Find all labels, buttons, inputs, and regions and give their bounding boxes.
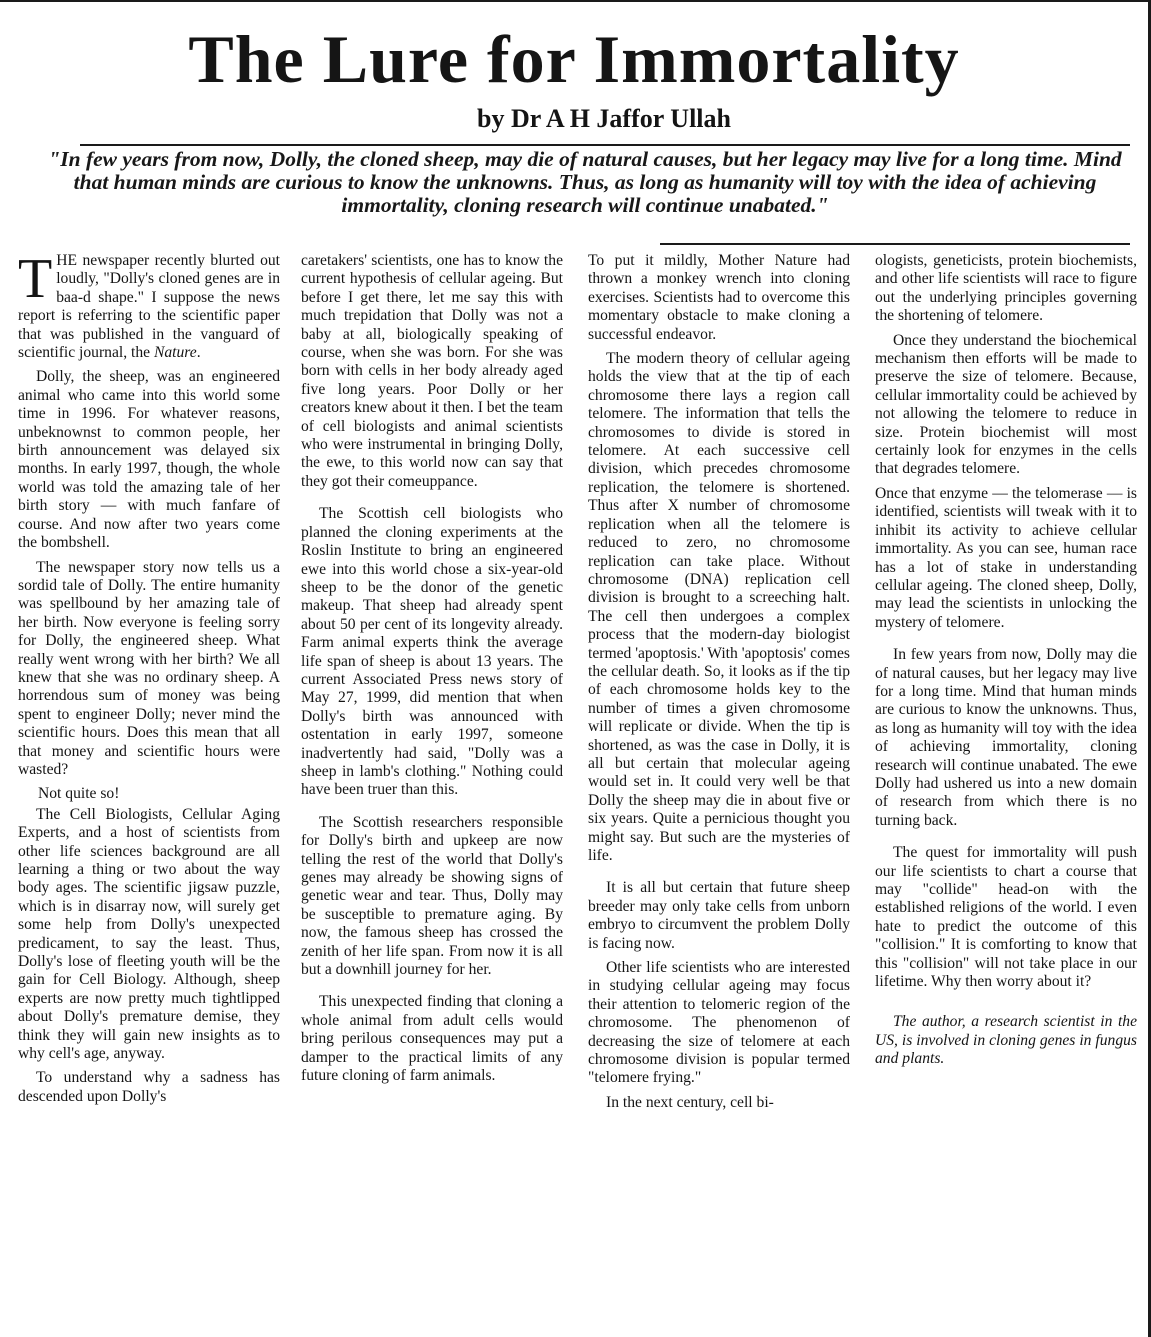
article-title: The Lure for Immortality — [188, 21, 960, 97]
standfirst-bottom-rule — [660, 243, 1130, 245]
paragraph: caretakers' scientists, one has to know the current hypothesis of cellular ageing. But before I get there, let me say this with much trepidation that Dolly was not a baby at all, biologically speaking of course, when she was born. For she was born with cells in her body already aged five long years. Poor Dolly or her creators knew about it then. I bet the team of cell biologists and animal scientists who were instrumental in bringing Dolly, the ewe, to this world now can say that they got their comeuppance. — [301, 252, 563, 490]
paragraph — [18, 248, 280, 362]
paragraph: The Scottish researchers responsible for Dolly's birth and upkeep are now telling the rest of the world that Dolly's genes may already be showing signs of genetic wear and tear. Thus, Dolly may be susceptible to premature aging. By now, the famous sheep has crossed the zenith of her life span. From now it is all but a downhill journey for her. — [301, 813, 563, 979]
article-standfirst: "In few years from now, Dolly, the cloned sheep, may die of natural causes, but her legacy may live for a long time. Mind that human minds are curious to know the unknowns. Thus, as long as humanity will toy with the idea of achieving immortality, cloning research will continue unabated." — [48, 147, 1122, 217]
column-1 — [18, 248, 280, 1112]
author-credit: The author, a research scientist in the US, is involved in cloning genes in fungus and plants. — [875, 1013, 1137, 1068]
paragraph: The quest for immortality will push our life scientists to chart a course that may "collide" head-on with the established religions of the world. I even hate to predict the outcome of this "collision." It is comforting to know that this "collision" will not take place in our lifetime. Why then worry about it? — [875, 844, 1137, 991]
standfirst-top-rule — [80, 144, 1130, 146]
drop-cap: T — [18, 248, 53, 310]
column-4 — [875, 252, 1137, 1075]
paragraph: In few years from now, Dolly may die of natural causes, but her legacy may live for a long time. Mind that human minds are curious to know the unknowns. Thus, as long as humanity will toy with the idea of achieving immortality, cloning research will continue unabated. The ewe Dolly had ushered us into a new domain of research from which there is no turning back. — [875, 646, 1137, 829]
column-3 — [588, 252, 850, 1118]
paragraph: ologists, geneticists, protein biochemists, and other life scientists will race to figure out the underlying principles governing the shortening of telomere. — [875, 252, 1137, 325]
paragraph: It is all but certain that future sheep breeder may only take cells from unborn embryo to circumvent the problem Dolly is facing now. — [588, 879, 850, 952]
paragraph: The modern theory of cellular ageing holds the view that at the tip of each chromosome there lays a region call telomere. The information that tells the chromosomes to divide is stored in telomere. At each successive cell division, which precedes chromosome replication, the telomere is shortened. Thus after X number of chromosome replication when all the telomere is reduced to zero, no chromosome replication can take place. Without chromosome (DNA) replication cell division is brought to a screeching halt. The cell then undergoes a complex process that the modern-day biologist termed 'apoptosis.' With 'apoptosis' comes the cellular death. So, it looks as if the tip of each chromosome holds key to the number of times a given chromosome will replicate or divide. When the tip is shortened, as was the case in Dolly, it is all but certain that molecular ageing would set in. It could very well be that Dolly the sheep may die in about five or six years. Quite a pernicious thought you might say. But such are the mysteries of life. — [588, 350, 850, 864]
paragraph: Dolly, the sheep, was an engineered animal who came into this world some time in 1996. For whatever reasons, unbeknownst to common people, her birth announcement was delayed six months. In early 1997, though, the whole world was told the amazing tale of her birth story — with much fanfare of course. And now after two years come the bombshell. — [18, 368, 280, 552]
paragraph: The Scottish cell biologists who planned the cloning experiments at the Roslin Institute to bring an engineered ewe into this world chose a six-year-old sheep to be the donor of the genetic makeup. That sheep had already spent about 50 per cent of its longevity already. Farm animal experts think the average life span of sheep is about 13 years. The current Associated Press news story of May 27, 1999, did mention that when Dolly's birth was announced with ostentation in early 1997, someone inadvertently had said, "Dolly was a sheep in lamb's clothing." Nothing could have been truer than this. — [301, 505, 563, 799]
article-byline: by Dr A H Jaffor Ullah — [476, 104, 731, 133]
paragraph: In the next century, cell bi- — [606, 1093, 774, 1111]
paragraph-text: . — [196, 344, 201, 362]
paragraph: To understand why a sadness has descended upon Dolly's — [18, 1069, 280, 1105]
paragraph: To put it mildly, Mother Nature had thrown a monkey wrench into cloning exercises. Scientists had to overcome this momentary obstacle to make cloning a successful endeavor. — [588, 252, 850, 343]
paragraph-text: HE newspaper recently blurted out loudly, "Dolly's cloned genes are in baa-d shape." I suppose the news report is referring to the scientific paper that was published in the vanguard of scientific journal, the — [18, 252, 280, 362]
journal-name: Nature — [153, 344, 197, 362]
paragraph: This unexpected finding that cloning a whole animal from adult cells would bring perilous consequences may put a damper to the practical limits of any future cloning of farm animals. — [301, 993, 563, 1085]
paragraph: The Cell Biologists, Cellular Aging Experts, and a host of scientists from other life sciences background are all learning a thing or two about the way body ages. The scientific jigsaw puzzle, which is in disarray now, will surely get some help from Dolly's unexpected predicament, to say the least. Thus, Dolly's lose of fleeting youth will be the gain for Cell Biology. Although, sheep experts are now pretty much tightlipped about Dolly's premature demise, they think they will gain new insights as to why cell's age, anyway. — [18, 805, 280, 1063]
paragraph: Other life scientists who are interested in studying cellular ageing may focus their attention to telomeric region of the chromosome. The phenomenon of decreasing the size of telomere at each chromosome division is popular termed "telomere frying." — [588, 959, 850, 1087]
article-body — [18, 248, 1142, 1332]
paragraph: Not quite so! — [38, 785, 120, 803]
paragraph: Once they understand the biochemical mechanism then efforts will be made to preserve the size of telomere. Because, cellular immortality could be achieved by not allowing the telomere to reduce in size. Protein biochemist will most certainly look for enzymes in the cells that degrades telomere. — [875, 331, 1137, 478]
paragraph: Once that enzyme — the telomerase — is identified, scientists will tweak with it to inhibit its activity to achieve cellular immortality. As you can see, human race has a lot of stake in understanding cellular ageing. The cloned sheep, Dolly, may lead the scientists in unlocking the mystery of telomere. — [875, 484, 1137, 631]
paragraph: The newspaper story now tells us a sordid tale of Dolly. The entire humanity was spellbound by her amazing tale of her birth. Now everyone is feeling sorry for Dolly, the engineered sheep. What really went wrong with her birth? We all knew that she was no ordinary sheep. A horrendous sum of money was being spent to engineer Dolly; never mind the scientific hours. Does this mean that all that money and scientific hours were wasted? — [18, 558, 280, 778]
column-2 — [301, 252, 563, 1091]
